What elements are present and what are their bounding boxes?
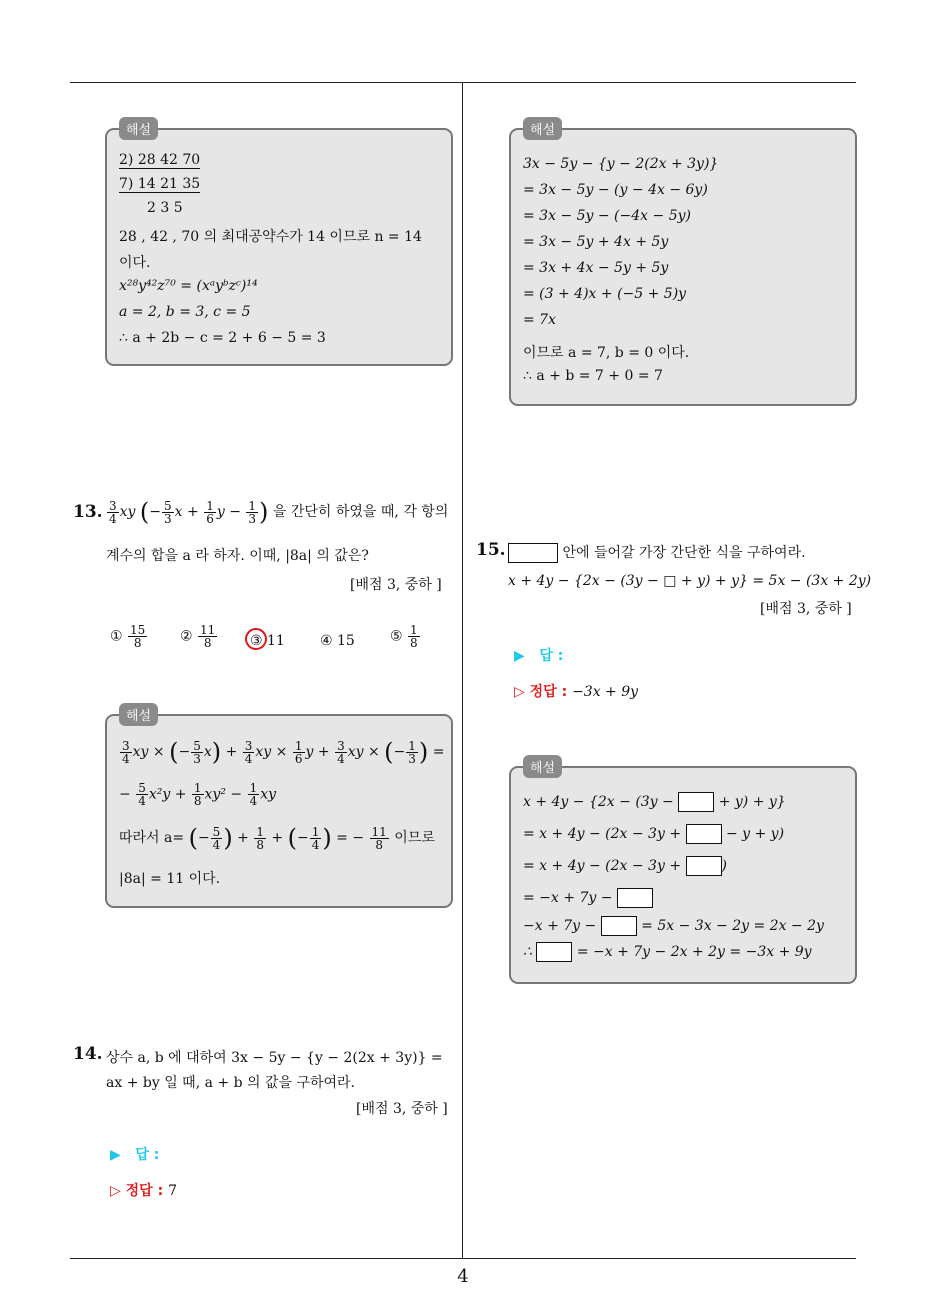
score-label: [배점 3, 중하 ] <box>356 1101 448 1117</box>
question-equation: x + 4y − {2x − (3y − □ + y) + y} = 5x − (3x + 2y) <box>508 573 872 589</box>
solution-expression: $\frac{3}{4}$ xy × (− $\frac{5}{3}$ x) + $\frac{3}{4}$ xy × $\frac{1}{6}$ y + $\frac{3}{4}$ xy × (− $\frac{1}{3}$ ) = <box>122 738 445 766</box>
solution-conclusion: ∴ a + 2b − c = 2 + 6 − 5 = 3 <box>119 330 326 346</box>
top-rule <box>70 82 856 83</box>
solution-step: = x + 4y − (2x − 3y + − y + y) <box>523 826 785 842</box>
solution-tag: 해설 <box>523 117 562 140</box>
question-text-line1: 안에 들어갈 가장 간단한 식을 구하여라. <box>508 542 806 563</box>
page-number: 4 <box>457 1266 469 1287</box>
blank-box <box>508 543 558 563</box>
question-13-expression: $\frac{3}{4}$ xy (− $\frac{5}{3}$ x + $\frac{1}{6}$ y − $\frac{1}{3}$ ) 을 간단히 하였을 때, 각 항의 <box>109 498 449 526</box>
solution-step: = 3x − 5y + 4x + 5y <box>523 234 669 250</box>
solution-step: 3x − 5y − {y − 2(2x + 3y)} <box>523 156 719 172</box>
division-line-2: 7) 14 21 35 <box>119 176 201 192</box>
solution-step: = −x + 7y − <box>523 888 653 908</box>
question-number: 14. <box>73 1044 103 1064</box>
solution-tag: 해설 <box>119 703 158 726</box>
bottom-rule <box>70 1258 856 1259</box>
solution-formula: x²⁸y⁴²z⁷⁰ = (xᵃyᵇzᶜ)¹⁴ <box>119 278 258 294</box>
solution-step: = x + 4y − (2x − 3y + ) <box>523 858 727 874</box>
triangle-outline-icon: ▷ <box>110 1183 121 1199</box>
option-5[interactable]: ⑤ $\frac{1}{8}$ <box>390 623 418 650</box>
question-text: 상수 a, b 에 대하여 3x − 5y − {y − 2(2x + 3y)} = <box>106 1050 443 1066</box>
solution-box-14 <box>509 123 857 406</box>
answer-label: ▶ 답 : <box>110 1147 160 1163</box>
solution-conclusion: ∴ a + b = 7 + 0 = 7 <box>523 368 663 384</box>
question-text: ax + by 일 때, a + b 의 값을 구하여라. <box>106 1075 356 1091</box>
solution-tag: 해설 <box>119 117 158 140</box>
solution-step: = 3x + 4x − 5y + 5y <box>523 260 669 276</box>
question-text: 계수의 합을 a 라 하자. 이때, |8a| 의 값은? <box>106 548 369 564</box>
correct-answer: ▷ 정답 : −3x + 9y <box>514 684 639 700</box>
option-3[interactable]: ③ 11 <box>250 633 285 649</box>
solution-formula: a = 2, b = 3, c = 5 <box>119 304 251 320</box>
division-line-1: 2) 28 42 70 <box>119 152 201 168</box>
correct-answer: ▷ 정답 : 7 <box>110 1183 177 1199</box>
option-4[interactable]: ④ 15 <box>320 633 355 649</box>
answer-label: ▶ 답 : <box>514 648 564 664</box>
solution-step: = 3x − 5y − (−4x − 5y) <box>523 208 691 224</box>
question-text: 을 간단히 하였을 때, 각 항의 <box>272 504 449 520</box>
solution-step: = 7x <box>523 312 556 328</box>
solution-step: x + 4y − {2x − (3y − + y) + y} <box>523 794 786 810</box>
solution-text: 28 , 42 , 70 의 최대공약수가 14 이므로 n = 14 <box>119 229 422 245</box>
question-number: 13. <box>73 502 103 522</box>
column-divider <box>462 82 463 1258</box>
solution-text: 이므로 a = 7, b = 0 이다. <box>523 345 690 361</box>
solution-box-13 <box>105 709 453 908</box>
score-label: [배점 3, 중하 ] <box>760 601 852 617</box>
question-number: 15. <box>476 540 506 560</box>
solution-text: 이다. <box>119 255 151 271</box>
score-label: [배점 3, 중하 ] <box>350 577 442 593</box>
solution-conclusion: ∴ = −x + 7y − 2x + 2y = −3x + 9y <box>523 944 812 960</box>
solution-box-12 <box>105 123 453 366</box>
option-2[interactable]: ② $\frac{11}{8}$ <box>180 623 216 650</box>
solution-step: = 3x − 5y − (y − 4x − 6y) <box>523 182 708 198</box>
solution-expression: 따라서 a= (− $\frac{5}{4}$ ) + $\frac{1}{8}$ + (− $\frac{1}{4}$ ) = − $\frac{11}{8}$ 이므로 <box>119 824 435 852</box>
play-icon: ▶ <box>514 648 525 664</box>
solution-step: = (3 + 4)x + (−5 + 5)y <box>523 286 687 302</box>
option-1[interactable]: ① $\frac{15}{8}$ <box>110 623 146 650</box>
solution-expression: − $\frac{5}{4}$ x²y + $\frac{1}{8}$ xy² − $\frac{1}{4}$ xy <box>119 781 277 808</box>
solution-tag: 해설 <box>523 755 562 778</box>
solution-conclusion: |8a| = 11 이다. <box>119 871 221 887</box>
division-line-3: 2 3 5 <box>147 200 183 216</box>
solution-box-15 <box>509 761 857 984</box>
triangle-outline-icon: ▷ <box>514 684 525 700</box>
solution-step: −x + 7y − = 5x − 3x − 2y = 2x − 2y <box>523 918 824 934</box>
play-icon: ▶ <box>110 1147 121 1163</box>
